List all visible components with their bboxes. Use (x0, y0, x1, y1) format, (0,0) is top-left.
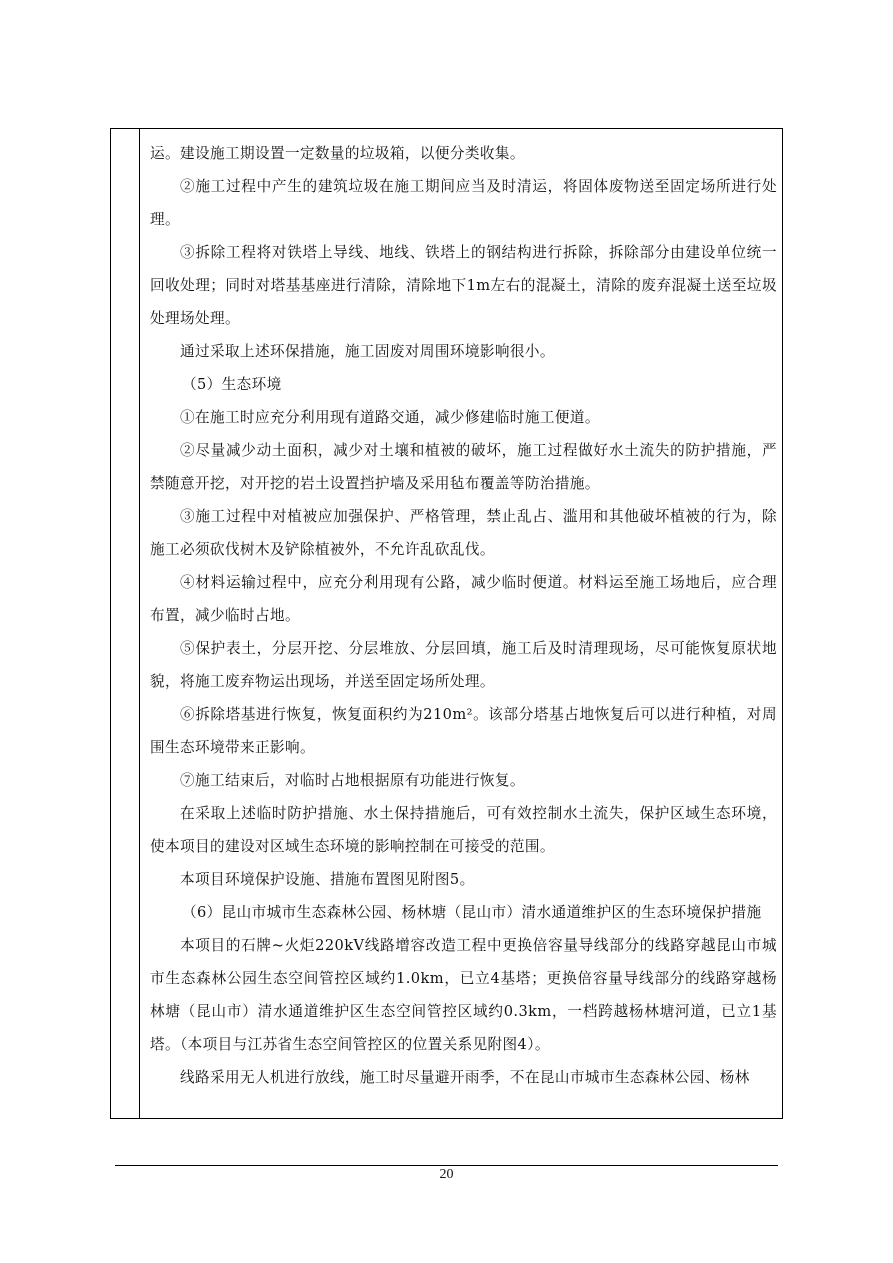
footer-divider (115, 1165, 778, 1166)
table-column-divider (139, 129, 140, 1118)
paragraph: 在采取上述临时防护措施、水土保持措施后，可有效控制水土流失，保护区域生态环境，使本项目的建设对区域生态环境的影响控制在可接受的范围。 (150, 805, 777, 855)
section-heading: （6）昆山市城市生态森林公园、杨林塘（昆山市）清水通道维护区的生态环境保护措施 (182, 904, 762, 921)
paragraph: 本项目的石牌~火炬220kV线路增容改造工程中更换倍容量导线部分的线路穿越昆山市城市生态森林公园生态空间管控区域约1.0km，已立4基塔；更换倍容量导线部分的线路穿越杨林塘（昆山市）清水通道维护区生态空间管控区域约0.3km，一档跨越杨林塘河道，已立1基塔。（本项目与江苏省生态空间管控区的位置关系见附图4）。 (150, 937, 777, 1053)
paragraph: ⑦施工结束后，对临时占地根据原有功能进行恢复。 (180, 772, 525, 789)
table-frame (110, 128, 783, 1119)
paragraph: ⑤保护表土，分层开挖、分层堆放、分层回填，施工后及时清理现场，尽可能恢复原状地貌，将施工废弃物运出现场，并送至固定场所处理。 (150, 640, 777, 690)
paragraph: ③施工过程中对植被应加强保护、严格管理，禁止乱占、滥用和其他破坏植被的行为，除施工必须砍伐树木及铲除植被外，不允许乱砍乱伐。 (150, 508, 777, 558)
paragraph: ②施工过程中产生的建筑垃圾在施工期间应当及时清运，将固体废物送至固定场所进行处理。 (150, 178, 777, 228)
paragraph: 运。建设施工期设置一定数量的垃圾箱，以便分类收集。 (150, 145, 525, 162)
paragraph: ②尽量减少动土面积，减少对土壤和植被的破坏，施工过程做好水土流失的防护措施，严禁随意开挖，对开挖的岩土设置挡护墙及采用毡布覆盖等防治措施。 (150, 442, 777, 492)
table-content-cell (150, 137, 777, 1094)
section-heading: （5）生态环境 (182, 376, 282, 393)
paragraph: 本项目环境保护设施、措施布置图见附图5。 (180, 871, 475, 888)
paragraph: ③拆除工程将对铁塔上导线、地线、铁塔上的钢结构进行拆除，拆除部分由建设单位统一回收处理；同时对塔基基座进行清除，清除地下1m左右的混凝土，清除的废弃混凝土送至垃圾处理场处理。 (150, 244, 777, 327)
paragraph: ⑥拆除塔基进行恢复，恢复面积约为210m²。该部分塔基占地恢复后可以进行种植，对周围生态环境带来正影响。 (150, 706, 777, 756)
paragraph: ④材料运输过程中，应充分利用现有公路，减少临时便道。材料运至施工场地后，应合理布置，减少临时占地。 (150, 574, 777, 624)
paragraph: 通过采取上述环保措施，施工固废对周围环境影响很小。 (180, 343, 555, 360)
page-number: 20 (439, 1167, 454, 1182)
paragraph: 线路采用无人机进行放线，施工时尽量避开雨季，不在昆山市城市生态森林公园、杨林 (180, 1069, 750, 1086)
paragraph: ①在施工时应充分利用现有道路交通，减少修建临时施工便道。 (180, 409, 600, 426)
